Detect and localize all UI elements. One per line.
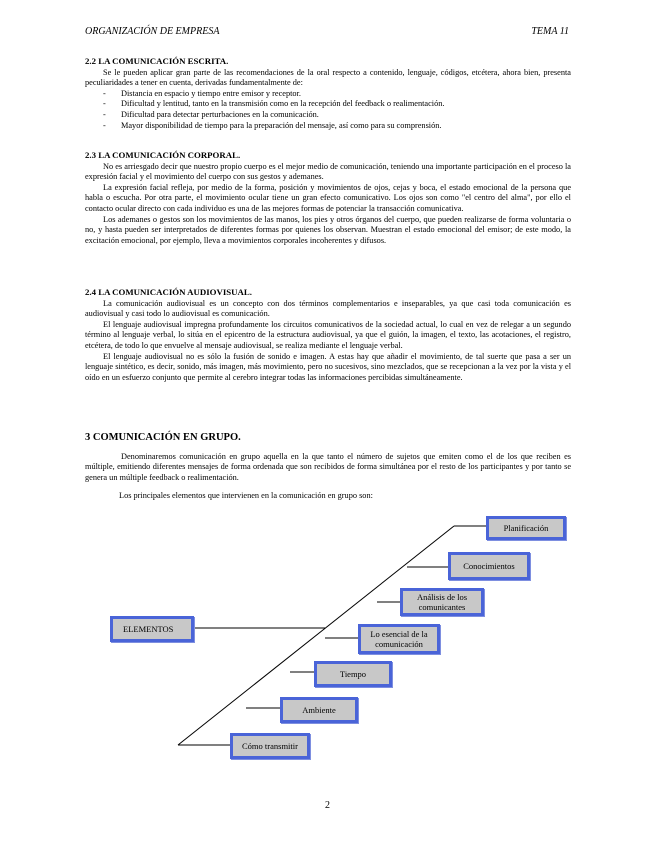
list-item: - Distancia en espacio y tiempo entre emisor y receptor. — [103, 89, 571, 100]
paragraph: Denominaremos comunicación en grupo aquella en la que tanto el número de sujetos que emiten como el de los que reciben es múltiple, emitiendo diferentes mensajes de forma ordenada que son recibidos de forma simultánea por el resto de los participantes y por tanto se genera un múltiple feedback o realimentación. — [85, 451, 571, 482]
list-item: - Dificultad y lentitud, tanto en la transmisión como en la recepción del feedback o realimentación. — [103, 99, 571, 110]
paragraph: El lenguaje audiovisual impregna profundamente los circuitos comunicativos de la sociedad actual, lo cual en vez de relegar a un segundo término al lenguaje verbal, lo sitúa en el epicentro de la estructura audiovisual, ya que el guión, la imagen, el texto, las acotaciones, el registro, etcétera, de todo lo que envuelve al mensaje audiovisual, se realiza mediante el lenguaje verbal. — [85, 319, 571, 350]
diagram-item-box: Lo esencial de la comunicación — [358, 624, 440, 654]
diagram-item-box: Análisis de los comunicantes — [400, 588, 484, 616]
page-number: 2 — [325, 800, 330, 811]
paragraph: No es arriesgado decir que nuestro propio cuerpo es el mejor medio de comunicación, teniendo una importante participación en el proceso la expresión facial y el movimiento del cuerpo con sus gestos y ademanes. — [85, 161, 571, 182]
diagram-item-box: Ambiente — [280, 697, 358, 723]
paragraph: Los principales elementos que intervienen en la comunicación en grupo son: — [119, 491, 373, 501]
paragraph: Los ademanes o gestos son los movimientos de las manos, los pies y otros órganos del cuerpo, que pueden realizarse de forma voluntaria o no, y hasta pueden ser interpretados de diferentes formas por quienes los observan. Muestran el estado emocional del emisor; de este modo, la excitación emocional, por ejemplo, lleva a movimientos corporales incoherentes y difusos. — [85, 214, 571, 245]
paragraph: La expresión facial refleja, por medio de la forma, posición y movimientos de ojos, cejas y boca, el estado emocional de la persona que habla o escucha. Por otra parte, el movimiento ocular tiene un gran efecto comunicativo. Los ojos son como "el centro del alma", por ello el contacto ocular directo con cada individuo es una de las mejores formas de potenciar la transacción comunicativa. — [85, 182, 571, 213]
diagram-item-box: Cómo transmitir — [230, 733, 310, 759]
paragraph: Se le pueden aplicar gran parte de las recomendaciones de la oral respecto a contenido, lenguaje, códigos, etcétera, ahora bien, presenta peculiaridades a tener en cuenta, derivadas fundamentalmente de: — [85, 67, 571, 88]
list-item: - Mayor disponibilidad de tiempo para la preparación del mensaje, así como para su comprensión. — [103, 121, 571, 132]
section-title: 2.2 LA COMUNICACIÓN ESCRITA. — [85, 56, 229, 66]
diagram-main-box: ELEMENTOS — [110, 616, 194, 642]
diagram-item-box: Conocimientos — [448, 552, 530, 580]
section-title: 2.4 LA COMUNICACIÓN AUDIOVISUAL. — [85, 287, 252, 297]
diagram-item-box: Tiempo — [314, 661, 392, 687]
section-title: 3 COMUNICACIÓN EN GRUPO. — [85, 432, 241, 443]
section-title: 2.3 LA COMUNICACIÓN CORPORAL. — [85, 150, 241, 160]
paragraph: La comunicación audiovisual es un concepto con dos términos complementarios e inseparables, ya que casi toda comunicación es audiovisual y casi todo lo audiovisual es comunicación. — [85, 298, 571, 319]
header-right: TEMA 11 — [531, 26, 569, 37]
header-left: ORGANIZACIÓN DE EMPRESA — [85, 26, 220, 37]
list-item: - Dificultad para detectar perturbaciones en la comunicación. — [103, 110, 571, 121]
paragraph: El lenguaje audiovisual no es sólo la fusión de sonido e imagen. A estas hay que añadir el movimiento, de tal suerte que pasa a ser un lenguaje sintético, es decir, sonido, más imagen, más movimiento, pero no sucesivos, sino mezclados, que se recepcionan a la vez por la vista y el oído en un esfuerzo conjunto que permite al cerebro integrar todas las informaciones percibidas simultáneamente. — [85, 351, 571, 382]
diagram-item-box: Planificación — [486, 516, 566, 540]
